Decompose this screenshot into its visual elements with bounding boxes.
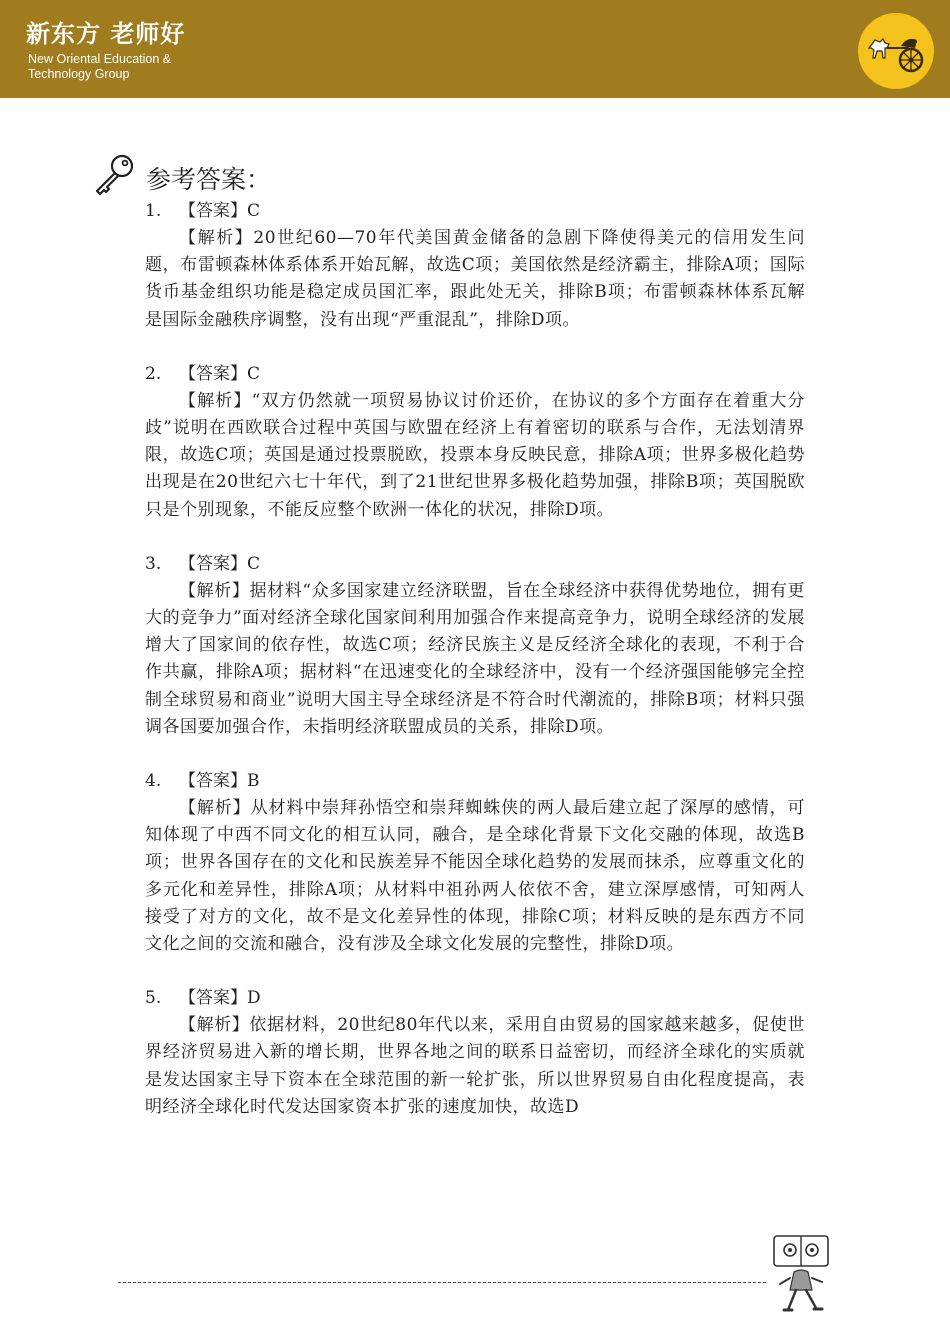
answer-item-1 (145, 198, 805, 334)
answer-label: 【答案】 (179, 553, 247, 574)
key-icon (92, 152, 136, 196)
answer-header (145, 198, 805, 225)
brand-name-en (28, 52, 228, 82)
footer-divider (118, 1282, 766, 1283)
answer-item-5 (145, 985, 805, 1121)
question-number: 3. (145, 553, 162, 574)
answer-header (145, 551, 805, 578)
answer-header (145, 985, 805, 1012)
answer-choice: C (247, 201, 261, 221)
answer-header (145, 361, 805, 388)
brand-name-cn: 新东方 老师好 (26, 20, 186, 48)
answer-item-2 (145, 361, 805, 524)
answer-choice: C (247, 553, 261, 574)
answer-label: 【答案】 (179, 363, 247, 384)
horse-carriage-icon (857, 12, 935, 90)
answer-analysis: 【解析】依据材料，20世纪80年代以来，采用自由贸易的国家越来越多，促使世界经济贸易进入新的增长期，世界各地之间的联系日益密切，而经济全球化的实质就是发达国家主导下资本在全球范围的新一轮扩张，所以世界贸易自由化程度提高，表明经济全球化时代发达国家资本扩张的速度加快，故选D (145, 1015, 805, 1117)
answer-list (145, 198, 805, 1148)
answer-label: 【答案】 (179, 988, 247, 1009)
answer-label: 【答案】 (179, 771, 247, 792)
question-number: 4. (145, 771, 162, 792)
answer-item-4 (145, 768, 805, 958)
answer-header (145, 768, 805, 795)
brand-name-en-line1: New Oriental Education & (28, 52, 172, 66)
answer-analysis: 【解析】20世纪60—70年代美国黄金储备的急剧下降使得美元的信用发生问题，布雷顿森林体系体系开始瓦解，故选C项；美国依然是经济霸主，排除A项；国际货币基金组织功能是稳定成员国汇率，跟此处无关，排除B项；布雷顿森林体系瓦解是国际金融秩序调整，没有出现“严重混乱”，排除D项。 (145, 228, 805, 330)
answer-choice: C (247, 363, 261, 384)
question-number: 2. (145, 363, 162, 384)
answer-choice: D (247, 988, 261, 1009)
answer-item-3 (145, 551, 805, 741)
page-header (0, 0, 950, 98)
answer-label: 【答案】 (179, 201, 247, 221)
section-title: 参考答案： (146, 165, 272, 194)
question-number: 1. (145, 201, 162, 221)
answer-choice: B (247, 771, 260, 792)
answer-analysis: 【解析】据材料“众多国家建立经济联盟，旨在全球经济中获得优势地位，拥有更大的竞争力”面对经济全球化国家间利用加强合作来提高竞争力，说明全球经济的发展增大了国家间的依存性，故选C项；经济民族主义是反经济全球化的表现，不利于合作共赢，排除A项；据材料“在迅速变化的全球经济中，没有一个经济强国能够完全控制全球贸易和商业”说明大国主导全球经济是不符合时代潮流的，排除B项；材料只强调各国要加强合作，未指明经济联盟成员的关系，排除D项。 (145, 580, 805, 737)
question-number: 5. (145, 988, 162, 1009)
answer-analysis: 【解析】从材料中崇拜孙悟空和崇拜蜘蛛侠的两人最后建立起了深厚的感情，可知体现了中西不同文化的相互认同，融合，是全球化背景下文化交融的体现，故选B项；世界各国存在的文化和民族差异不能因全球化趋势的发展而抹杀，应尊重文化的多元化和差异性，排除A项；从材料中祖孙两人依依不舍，建立深厚感情，可知两人接受了对方的文化，故不是文化差异性的体现，排除C项；材料反映的是东西方不同文化之间的交流和融合，没有涉及全球文化发展的完整性，排除D项。 (145, 798, 805, 955)
brand-name-en-line2: Technology Group (28, 67, 130, 81)
reading-mascot-icon (768, 1232, 834, 1314)
answer-analysis: 【解析】“双方仍然就一项贸易协议讨价还价，在协议的多个方面存在着重大分歧”说明在西欧联合过程中英国与欧盟在经济上有着密切的联系与合作，无法划清界限，故选C项；英国是通过投票脱欧，投票本身反映民意，排除A项；世界多极化趋势出现是在20世纪六七十年代，到了21世纪世界多极化趋势加强，排除B项；英国脱欧只是个别现象，不能反应整个欧洲一体化的状况，排除D项。 (145, 390, 805, 520)
